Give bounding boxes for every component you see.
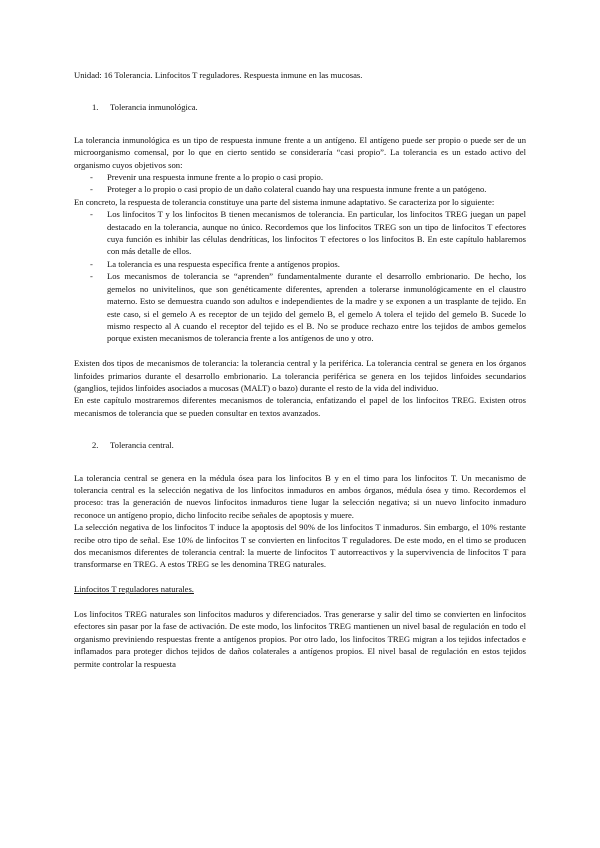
list-item-text: Los linfocitos T y los linfocitos B tienen mecanismos de tolerancia. En particular, los linfocitos TREG juegan un papel destacado en la tolerancia, aunque no único. Recordemos que los linfocitos TREG son un tipo de linfocitos T efectores cuya función es inhibir las células dendríticas, los linfocitos T efectores o los linfocitos B. En este capítulo hablaremos con más detalle de ellos. [107, 209, 526, 257]
list-item-text: Prevenir una respuesta inmune frente a lo propio o casi propio. [107, 172, 323, 183]
list-item [74, 183, 526, 195]
section-number: 2. [92, 440, 99, 451]
paragraph: La tolerancia central se genera en la médula ósea para los linfocitos B y en el timo para los linfocitos T. Un mecanismo de tolerancia central es la selección negativa de los linfocitos inmaduros en ambos órganos, médula ósea y timo. Recordemos el proceso: tras la generación de nuevos linfocitos inmaduros tiene lugar la selección negativa; si un nuevo linfocito inmaduro reconoce un antígeno propio, dicho linfocito recibe señales de apoptosis y muere. [74, 472, 526, 520]
list-item [74, 208, 526, 258]
bullet-dash: - [90, 209, 93, 220]
paragraph: La tolerancia inmunológica es un tipo de respuesta inmune frente a un antígeno. El antígeno puede ser propio o puede ser de un microorganismo comensal, por lo que en cierto sentido se consideraría “casi propio”. La tolerancia es un estado activo del organismo cuyos objetivos son: [74, 134, 526, 170]
paragraph: En concreto, la respuesta de tolerancia constituye una parte del sistema inmune adaptativo. Se caracteriza por lo siguiente: [74, 196, 495, 207]
bullet-dash: - [90, 184, 93, 195]
objectives-list [74, 171, 526, 196]
paragraph: Existen dos tipos de mecanismos de tolerancia: la tolerancia central y la periférica. La tolerancia central se genera en los órganos linfoides primarios durante el desarrollo embrionario. La tolerancia periférica se genera en los tejidos linfoides secundarios (ganglios, tejidos linfoides asociados a mucosas (MALT) o bazo) durante el resto de la vida del individuo. [74, 358, 526, 393]
section-title: Tolerancia inmunológica. [110, 102, 198, 113]
section-heading-2 [92, 439, 526, 451]
unit-header: Unidad: 16 Tolerancia. Linfocitos T reguladores. Respuesta inmune en las mucosas. [74, 70, 363, 80]
list-item-text: Los mecanismos de tolerancia se “aprenden” fundamentalmente durante el desarrollo embrionario. De hecho, los gemelos no univitelinos, que son genéticamente diferentes, aprenden a tolerarse inmunológicamente en el claustro materno. Esto se demuestra cuando son adultos e independientes de la madre y se exponen a un trasplante de tejido. En este caso, si el gemelo A es receptor de un tejido del gemelo B, el gemelo A tolera el tejido del gemelo B. Sucede lo mismo respecto al A cuando el receptor del tejido es el B. No se produce rechazo entre los tejidos de ambos gemelos porque existen mecanismos de tolerancia frente a los antígenos de uno y otro. [107, 271, 526, 344]
paragraph: En este capítulo mostraremos diferentes mecanismos de tolerancia, enfatizando el papel de los linfocitos TREG. Existen otros mecanismos de tolerancia que se pueden consultar en textos avanzados. [74, 395, 526, 418]
bullet-dash: - [90, 271, 93, 282]
bullet-dash: - [90, 258, 93, 269]
list-item [74, 171, 526, 183]
section-number: 1. [92, 102, 99, 113]
characteristics-list [74, 208, 526, 344]
list-item [74, 258, 526, 270]
subsection-title: Linfocitos T reguladores naturales. [74, 584, 194, 595]
list-item-text: Proteger a lo propio o casi propio de un daño colateral cuando hay una respuesta inmune frente a un patógeno. [107, 184, 487, 195]
bullet-dash: - [90, 172, 93, 183]
paragraph: La selección negativa de los linfocitos T induce la apoptosis del 90% de los linfocitos T inmaduros. Sin embargo, el 10% restante recibe otro tipo de señal. Ese 10% de linfocitos T se convierten en linfocitos T reguladores. De este modo, en el timo se producen dos mecanismos diferentes de tolerancia central: la muerte de linfocitos T autorreactivos y la supervivencia de linfocitos T para transformarse en TREG. A estos TREG se les denomina TREG naturales. [74, 522, 526, 570]
document-body [74, 69, 526, 670]
paragraph: Los linfocitos TREG naturales son linfocitos maduros y diferenciados. Tras generarse y salir del timo se convierten en linfocitos efectores sin pasar por la fase de activación. De este modo, los linfocitos TREG mantienen un nivel basal de regulación en todo el organismo previniendo respuestas frente a antígenos propios. Por otro lado, los linfocitos TREG migran a los tejidos infectados e inflamados para proteger dichos tejidos de daños colaterales a antígenos propios. El nivel basal de regulación en estos tejidos permite controlar la respuesta [74, 608, 526, 669]
section-title: Tolerancia central. [110, 440, 174, 451]
section-heading-1 [92, 101, 526, 113]
list-item [74, 270, 526, 344]
list-item-text: La tolerancia es una respuesta específica frente a antígenos propios. [107, 258, 340, 269]
